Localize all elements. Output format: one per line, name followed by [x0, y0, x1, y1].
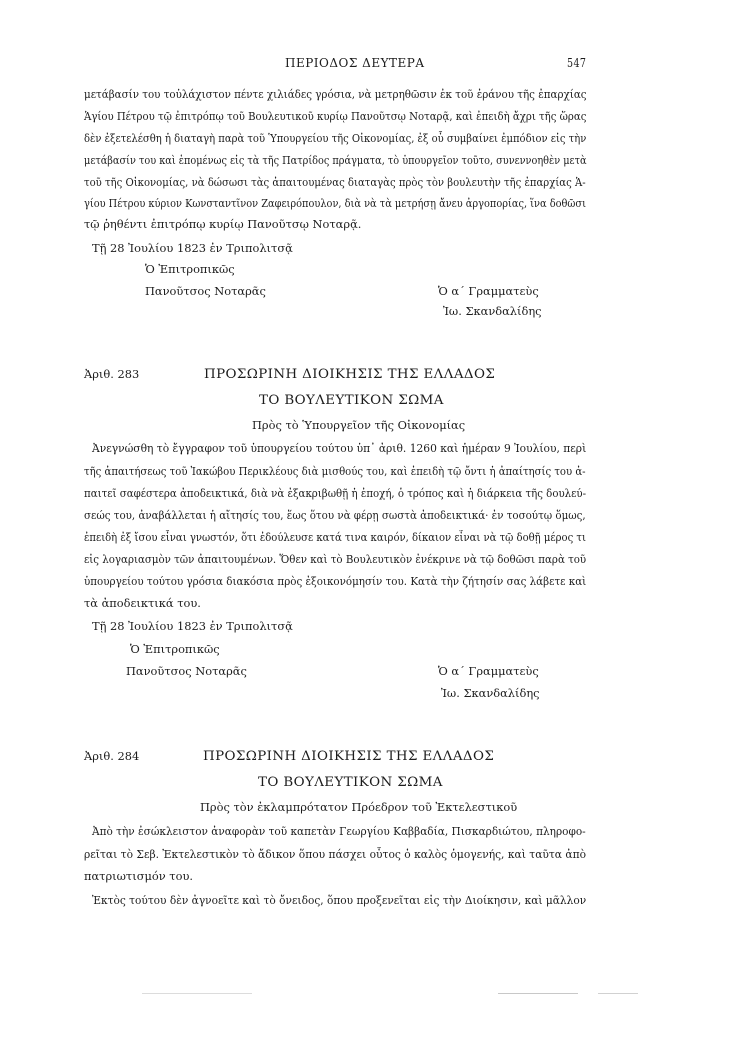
date-line: Τῇ 28 Ἰουλίου 1823 ἐν Τριπολιτσᾷ — [92, 241, 293, 255]
text-line: εἰς λογαριασμὸν τῶν ἀπαιτουμένων. Ὅθεν καὶ τὸ Βουλευτικὸν ἐνέκρινε νὰ τῷ δοθῶσι παρὰ τοῦ — [84, 552, 587, 566]
text-line: ἐπειδὴ ἐξ ἴσου εἶναι γνωστόν, ὅτι ἐδούλευσε κατά τινα καιρόν, δίκαιον εἶναι νὰ τῷ δοθῇ μέρος τι — [84, 530, 586, 544]
signature-left-name: Πανοῦτσος Νοταρᾶς — [126, 664, 247, 678]
signature-right-name: Ἰω. Σκανδαλίδης — [443, 304, 542, 318]
signature-left-name: Πανοῦτσος Νοταρᾶς — [145, 284, 266, 298]
text-line: τῆς ἀπαιτήσεως τοῦ Ἰακώβου Περικλέους διὰ μισθούς του, καὶ ἐπειδὴ τῷ ὄντι ἡ ἀπαίτησίς του ἀ- — [84, 464, 586, 478]
text-line: τὰ ἀποδεικτικά του. — [84, 596, 201, 610]
text-line: δὲν ἐξετελέσθη ἡ διαταγὴ παρὰ τοῦ Ὑπουργείου τῆς Οἰκονομίας, ἐξ οὗ συμβαίνει ἐμπόδιον εἰς τὴν — [84, 131, 587, 145]
scan-artifact-line — [142, 993, 252, 994]
running-header-title: ΠΕΡΙΟΔΟΣ ΔΕΥΤΕΡΑ — [285, 56, 425, 70]
page-number: 547 — [567, 56, 587, 70]
signature-right-title: Ὁ α΄ Γραμματεὺς — [438, 284, 539, 298]
text-line: γίου Πέτρου κύριον Κωνσταντῖνον Ζαφειρόπουλον, διὰ νὰ τὰ μετρήσῃ ἄνευ ἀργοπορίας, ἵνα δοθῶσι — [84, 196, 586, 210]
text-line: σεώς του, ἀναβάλλεται ἡ αἴτησίς του, ἕως ὅτου νὰ φέρῃ σωστὰ ἀποδεικτικά· ἐν τοσούτῳ ὅμως, — [84, 508, 586, 522]
document-subheading: ΤΟ ΒΟΥΛΕΥΤΙΚΟΝ ΣΩΜΑ — [258, 775, 443, 790]
document-heading: ΠΡΟΣΩΡΙΝΗ ΔΙΟΙΚΗΣΙΣ ΤΗΣ ΕΛΛΑΔΟΣ — [203, 749, 495, 764]
document-addressee: Πρὸς τὸ Ὑπουργεῖον τῆς Οἰκονομίας — [252, 418, 466, 432]
text-line: Ἀνεγνώσθη τὸ ἔγγραφον τοῦ ὑπουργείου τούτου ὑπ᾿ ἀριθ. 1260 καὶ ἡμέραν 9 Ἰουλίου, περὶ — [92, 441, 587, 455]
scan-artifact-line — [498, 993, 578, 994]
text-line: Ἀπὸ τὴν ἐσώκλειστον ἀναφορὰν τοῦ καπετὰν Γεωργίου Καββαδία, Πισκαρδιώτου, πληροφο- — [92, 824, 586, 838]
document-subheading: ΤΟ ΒΟΥΛΕΥΤΙΚΟΝ ΣΩΜΑ — [259, 393, 444, 408]
text-line: μετάβασίν του τοὐλάχιστον πέντε χιλιάδες γρόσια, νὰ μετρηθῶσιν ἐκ τοῦ ἐράνου τῆς ἐπαρχίας — [84, 87, 587, 101]
document-number: Ἀριθ. 284 — [84, 749, 140, 763]
text-line: πατριωτισμόν του. — [84, 869, 193, 883]
text-line: τοῦ τῆς Οἰκονομίας, νὰ δώσωσι τὰς ἀπαιτουμένας διαταγὰς πρὸς τὸν βουλευτὴν τῆς ἐπαρχίας Ἁ- — [84, 175, 586, 189]
scan-artifact-line — [598, 993, 638, 994]
signature-right-title: Ὁ α΄ Γραμματεὺς — [438, 664, 539, 678]
text-line: τῷ ῥηθέντι ἐπιτρόπῳ κυρίῳ Πανοῦτσῳ Νοταρᾷ. — [84, 217, 362, 231]
document-heading: ΠΡΟΣΩΡΙΝΗ ΔΙΟΙΚΗΣΙΣ ΤΗΣ ΕΛΛΑΔΟΣ — [204, 367, 496, 382]
document-addressee: Πρὸς τὸν ἐκλαμπρότατον Πρόεδρον τοῦ Ἐκτελεστικοῦ — [200, 800, 518, 814]
text-line: ὑπουργείου τούτου γρόσια διακόσια πρὸς ἐξοικονόμησίν του. Κατὰ τὴν ζήτησίν σας λάβετε καὶ — [84, 574, 587, 588]
date-line: Τῇ 28 Ἰουλίου 1823 ἐν Τριπολιτσᾷ — [92, 619, 293, 633]
text-line: Ἁγίου Πέτρου τῷ ἐπιτρόπῳ τοῦ Βουλευτικοῦ κυρίῳ Πανοῦτσῳ Νοταρᾷ, καὶ ἐπειδὴ ἄχρι τῆς ὥρας — [84, 109, 587, 123]
text-line: παιτεῖ σαφέστερα ἀποδεικτικά, διὰ νὰ ἐξακριβωθῇ ἡ ἐποχή, ὁ τρόπος καὶ ἡ διάρκεια τῆς δουλεύ- — [84, 486, 587, 500]
text-line: Ἐκτὸς τούτου δὲν ἀγνοεῖτε καὶ τὸ ὄνειδος, ὅπου προξενεῖται εἰς τὴν Διοίκησιν, καὶ μᾶλλον — [92, 893, 587, 907]
text-line: μετάβασίν του καὶ ἑπομένως εἰς τὰ τῆς Πατρίδος πράγματα, τὸ ὑπουργεῖον τοῦτο, συνεννοηθὲν μετὰ — [84, 153, 587, 167]
signature-left-title: Ὁ Ἐπιτροπικῶς — [130, 642, 220, 656]
text-line: ρεῖται τὸ Σεβ. Ἐκτελεστικὸν τὸ ἄδικον ὅπου πάσχει οὗτος ὁ καλὸς ὁμογενής, καὶ ταῦτα ἀπὸ — [84, 847, 587, 861]
signature-right-name: Ἰω. Σκανδαλίδης — [441, 686, 540, 700]
signature-left-title: Ὁ Ἐπιτροπικῶς — [145, 262, 235, 276]
document-number: Ἀριθ. 283 — [84, 367, 140, 381]
